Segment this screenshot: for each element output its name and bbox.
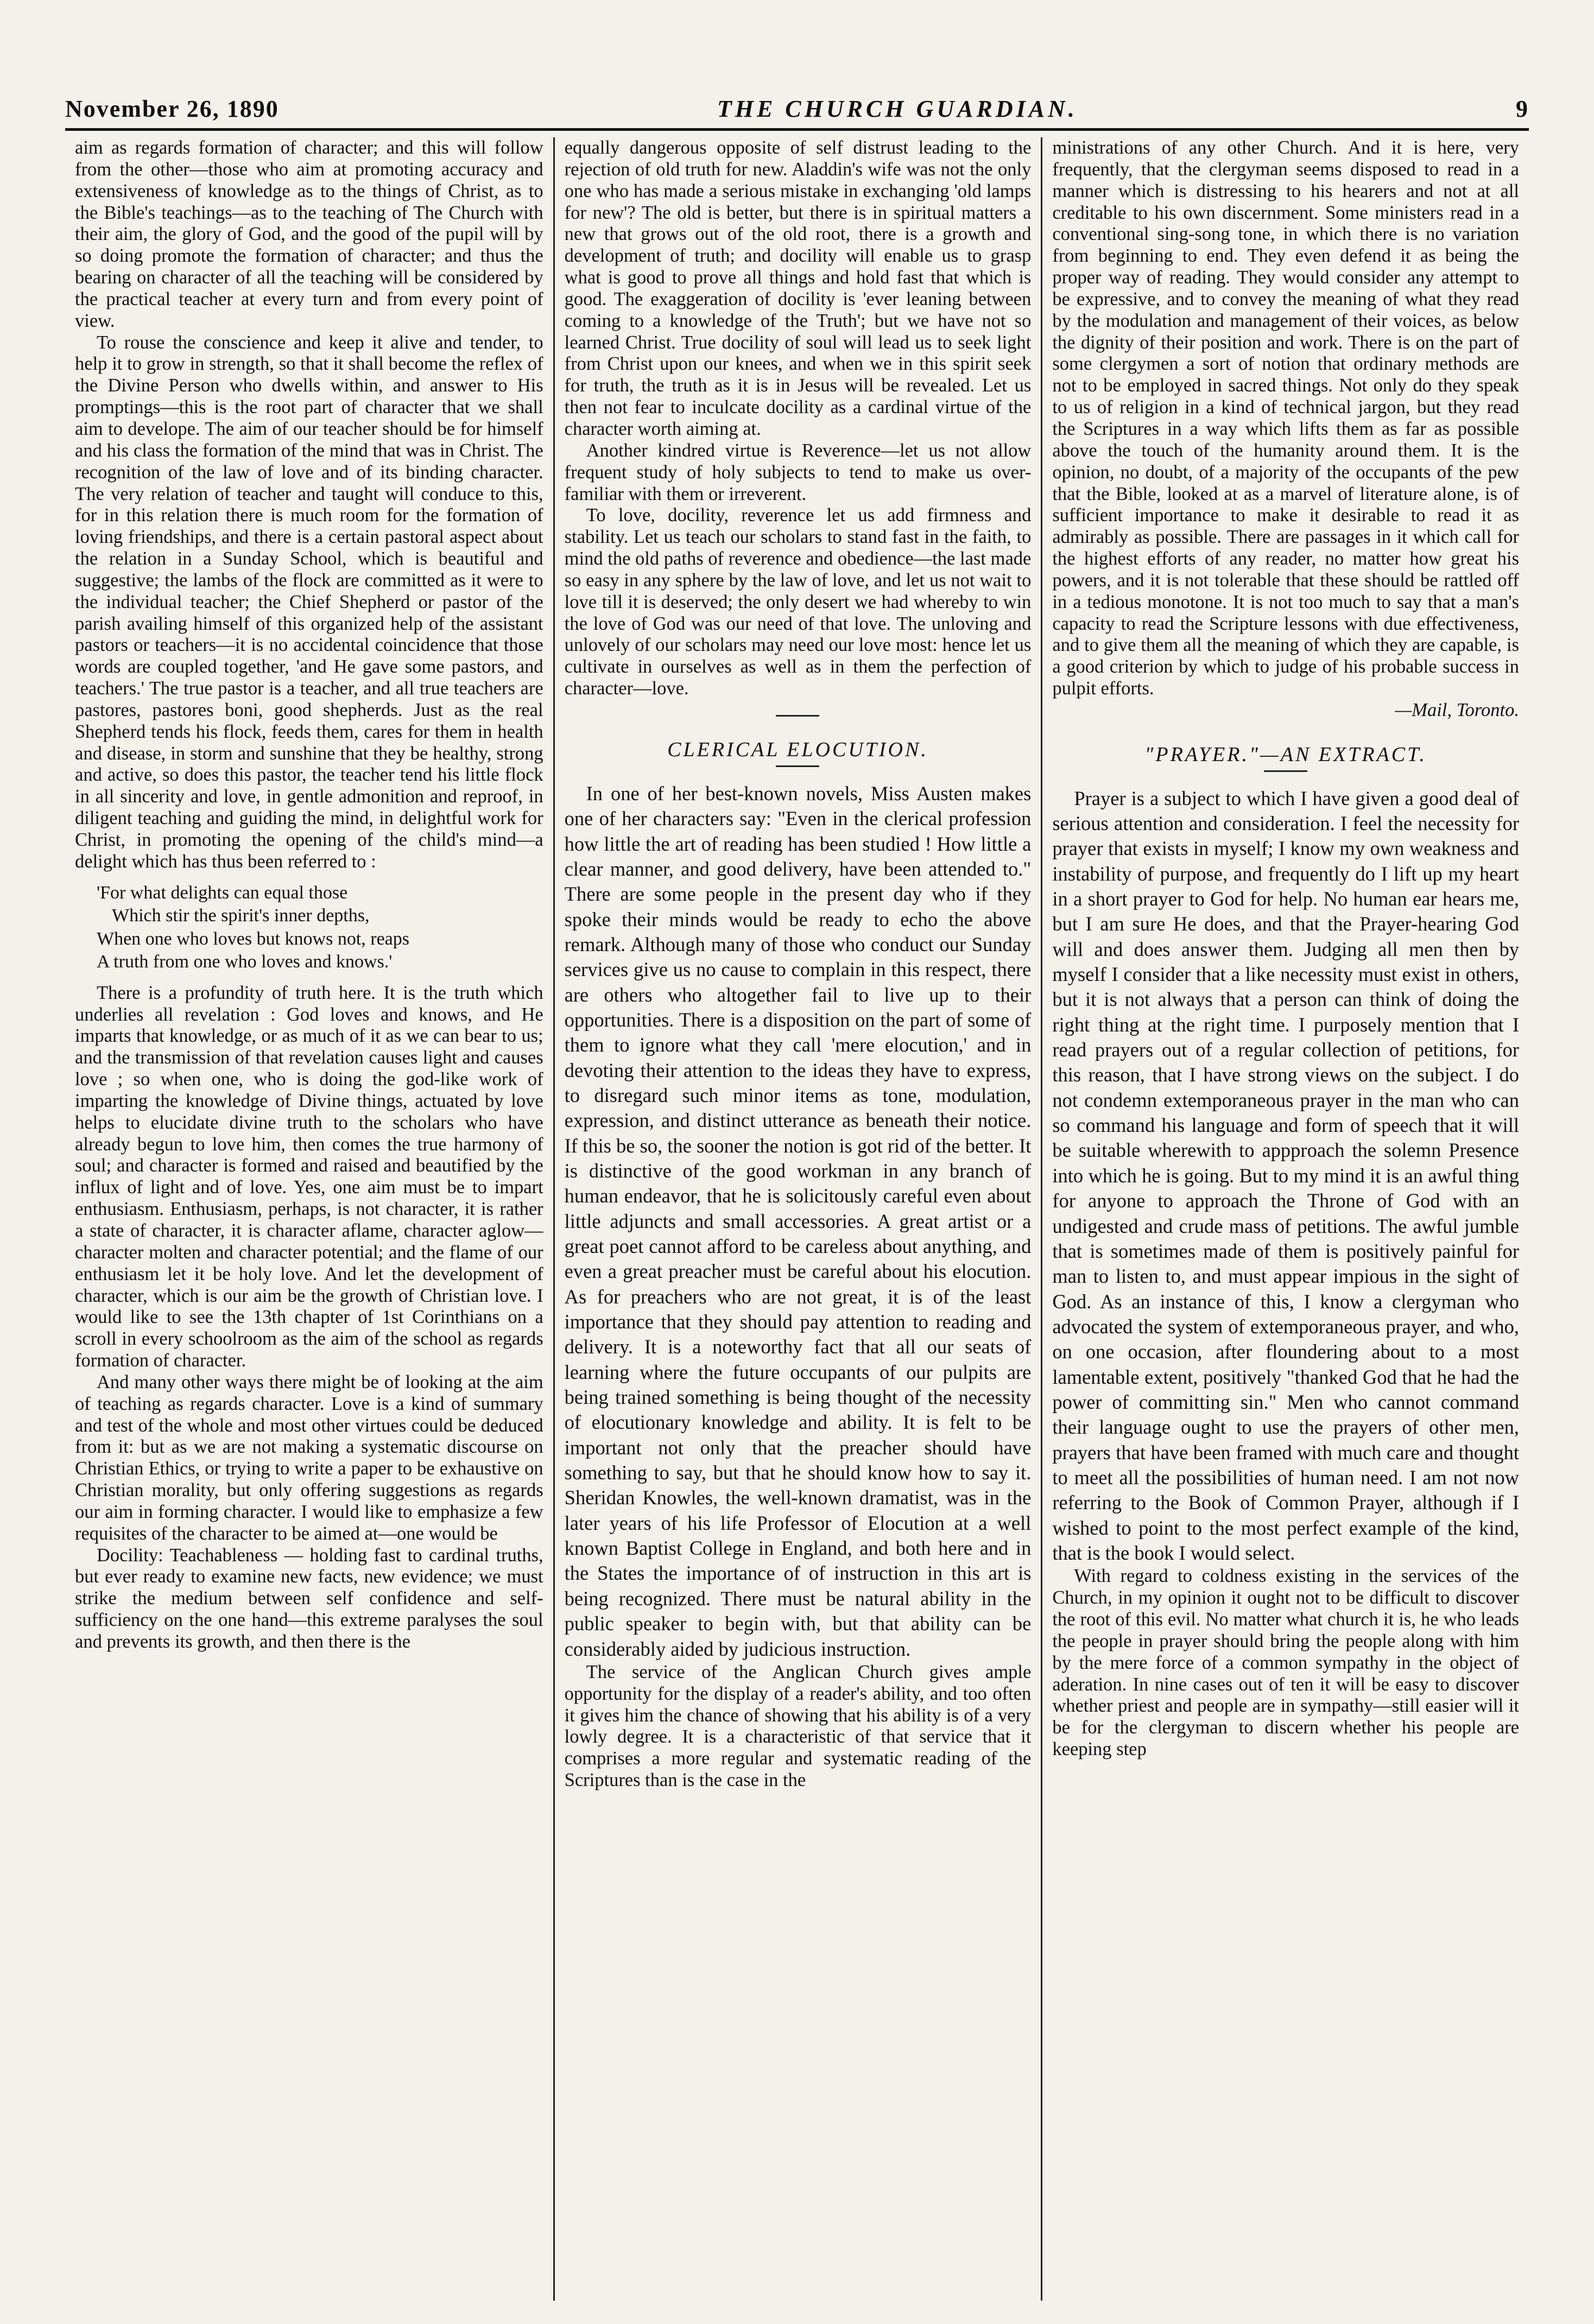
paragraph: To rouse the conscience and keep it alive and tender, to help it to grow in strength, so that it shall become the reflex of the Divine Person who dwells within, and answer to His promptings—this is the root part of character that we shall aim to develope. The aim of our teacher should be for himself and his class the formation of the mind that was in Christ. The recognition of the law of love and of its binding character. The very relation of teacher and taught will conduce to this, for in this relation there is much room for the formation of loving friendships, and there is a certain pastoral aspect about the relation in a Sunday School, which is beautiful and suggestive; the lambs of the flock are committed as it were to the individual teacher; the Chief Shepherd or pastor of the parish availing himself of this organized help of the assistant pastors or teachers—it is no accidental coincidence that those words are coupled together, 'and He gave some pastors, and teachers.' The true pastor is a teacher, and all true teachers are pastores, pastores boni, good shepherds. Just as the real Shepherd tends his flock, feeds them, cares for them in health and disease, in storm and sunshine that they be healthy, strong and active, so does this pastor, the teacher tend his little flock in all sincerity and love, in gentle admonition and reproof, in diligent teaching and guiding the mind, in delightful work for Christ, in promoting the opening of the child's mind—a delight which has thus been referred to : — [75, 332, 543, 872]
column-1 — [65, 137, 553, 2301]
paragraph: equally dangerous opposite of self distrust leading to the rejection of old truth for new. Aladdin's wife was not the only one who has made a serious mistake in exchanging 'old lamps for new'? The old is better, but there is in spiritual matters a new that grows out of the old root, there is a growth and development of truth; and docility will enable us to grasp what is good to prove all things and hold fast that which is good. The exaggeration of docility is 'ever leaning between coming to a knowledge of the Truth'; but we have not so learned Christ. True docility of soul will lead us to seek light from Christ upon our knees, and when we in this spirit seek for truth, the truth as it is in Jesus will be revealed. Let us then not fear to inculcate docility as a cardinal virtue of the character worth aiming at. — [564, 137, 1032, 439]
heading-underline — [1264, 770, 1307, 772]
paragraph: In one of her best-known novels, Miss Austen makes one of her characters say: "Even in the clerical profession how little the art of reading has been studied ! How little a clear manner, and good delivery, have been attended to." There are some people in the present day who if they spoke their minds would be ready to echo the above remark. Although many of those who conduct our Sunday services give us no cause to complain in this respect, there are others who altogether fail to live up to their opportunities. There is a disposition on the part of some of them to ignore what they call 'mere elocution,' and in devoting their attention to the ideas they have to express, to disregard such minor items as tone, modulation, expression, and distinct utterance as beneath their notice. If this be so, the sooner the notion is got rid of the better. It is distinctive of the good workman in any branch of human endeavor, that he is solicitously careful even about little adjuncts and small accessories. A great artist or a great poet cannot afford to be careless about anything, and even a great preacher must be careful about his elocution. As for preachers who are not great, it is of the least importance that they should pay attention to reading and delivery. It is a noteworthy fact that all our seats of learning where the future occupants of our pulpits are being trained something is being thought of the necessity of elocutionary knowledge and ability. It is felt to be important not only that the preacher should have something to say, but that he should know how to say it. Sheridan Knowles, the well-known dramatist, was in the later years of his life Professor of Elocution at a well known Baptist College in England, and both here and in the States the importance of of instruction in this art is being recognized. There must be natural ability in the public speaker to begin with, but that ability can be considerably aided by judicious instruction. — [564, 782, 1032, 1660]
paragraph: With regard to coldness existing in the services of the Church, in my opinion it ought not to be difficult to discover the root of this evil. No matter what church it is, he who leads the people in prayer should bring the people along with him by the mere force of a common sympathy in the object of aderation. In nine cases out of ten it will be easy to discover whether priest and people are in sympathy—still easier will it be for the clergyman to discern whether his people are keeping step — [1052, 1566, 1519, 1760]
page-header — [65, 95, 1529, 131]
paragraph: And many other ways there might be of looking at the aim of teaching as regards character. Love is a kind of summary and test of the whole and most other virtues could be deduced from it: but as we are not making a systematic discourse on Christian Ethics, or trying to write a paper to be exhaustive on Christian morality, but only offering suggestions as regards our aim in forming character. I would like to emphasize a few requisites of the character to be aimed at—one would be — [75, 1371, 543, 1544]
paragraph: The service of the Anglican Church gives ample opportunity for the display of a reader's ability, and too often it gives him the chance of showing that his ability is of a very lowly degree. It is a characteristic of that service that it comprises a more regular and systematic reading of the Scriptures than is the case in the — [564, 1661, 1032, 1791]
poem-line: A truth from one who loves and knows.' — [97, 952, 393, 972]
article-heading-prayer: "PRAYER."—AN EXTRACT. — [1144, 743, 1427, 766]
paragraph: To love, docility, reverence let us add firmness and stability. Let us teach our scholars to stand fast in the faith, to mind the old paths of reverence and obedience—the last made so easy in any sphere by the law of love, and let us not wait to love till it is deserved; the only desert we had whereby to win the love of God was our need of that love. The unloving and unlovely of our scholars may need our love most: hence let us cultivate in ourselves as well as in them the perfection of character—love. — [564, 505, 1032, 699]
issue-date: November 26, 1890 — [65, 96, 279, 122]
paragraph: There is a profundity of truth here. It is the truth which underlies all revelation : God loves and knows, and He imparts that knowledge, or as much of it as we can bear to us; and the transmission of that revelation causes light and causes love ; so when one, who is doing the god-like work of imparting the knowledge of Divine things, actuated by love helps to elucidate divine truth to the scholars who have already begun to love him, then comes the true harmony of soul; and character is formed and raised and beautified by the influx of light and of love. Yes, one aim must be to impart enthusiasm. Enthusiasm, perhaps, is not character, it is rather a state of character, it is character aflame, character aglow—character molten and character potential; and the flame of our enthusiasm let it be holy love. And let the development of character, which is our aim be the growth of Christian love. I would like to see the 13th chapter of 1st Corinthians on a scroll in every schoolroom as the aim of the school as regards formation of character. — [75, 982, 543, 1371]
poem-line: 'For what delights can equal those — [97, 882, 348, 903]
section-divider — [776, 715, 819, 717]
poem-line: Which stir the spirit's inner depths, — [112, 905, 370, 926]
column-2 — [553, 137, 1041, 2301]
poem-quote — [97, 882, 543, 974]
column-3 — [1041, 137, 1529, 2301]
page-number: 9 — [1516, 96, 1529, 122]
poem-line: When one who loves but knows not, reaps — [97, 928, 410, 949]
article-heading-clerical-elocution: CLERICAL ELOCUTION. — [667, 738, 928, 761]
paragraph: ministrations of any other Church. And it is here, very frequently, that the clergyman seems disposed to read in a manner which is distressing to his hearers and not at all creditable to his own discernment. Some ministers read in a conventional sing-song tone, in which there is no variation from beginning to end. They even defend it as being the proper way of reading. They would consider any attempt to be expressive, and to convey the meaning of what they read by the modulation and management of their voices, as below the dignity of their position and work. There is on the part of some clergymen a sort of notion that ordinary methods are not to be employed in sacred things. Not only do they speak to us of religion in a kind of technical jargon, but they read the Scriptures in a way which lifts them as far as possible above the touch of the humanity around them. It is the opinion, no doubt, of a majority of the occupants of the pew that the Bible, looked at as a marvel of literature alone, is of sufficient importance to make it desirable to read it as admirably as possible. There are passages in it which call for the highest efforts of any reader, no matter how great his powers, and it is not tolerable that these should be rattled off in a tedious monotone. It is not too much to say that a man's capacity to read the Scripture lessons with due effectiveness, and to give them all the meaning of which they are capable, is a good criterion by which to judge of his probable success in pulpit efforts. — [1052, 137, 1519, 699]
paragraph: Another kindred virtue is Reverence—let us not allow frequent study of holy subjects to tend to make us over-familiar with them or irreverent. — [564, 440, 1032, 504]
paragraph: Docility: Teachableness — holding fast to cardinal truths, but ever ready to examine new facts, new evidence; we must strike the medium between self confidence and self-sufficiency on the one hand—this extreme paralyses the soul and prevents its growth, and then there is the — [75, 1544, 543, 1652]
newspaper-title: THE CHURCH GUARDIAN. — [717, 96, 1078, 122]
heading-underline — [776, 765, 819, 767]
article-columns — [65, 137, 1529, 2301]
source-attribution: —Mail, Toronto. — [1395, 699, 1519, 720]
paragraph: Prayer is a subject to which I have given a good deal of serious attention and consideration. I feel the necessity for prayer that exists in myself; I know my own weakness and instability of purpose, and frequently do I lift up my heart in a short prayer to God for help. No human ear hears me, but I am sure He does, and that the Prayer-hearing God will and does answer them. Judging all men then by myself I consider that a like necessity must exist in others, but it is not always that a person can think of doing the right thing at the right time. I purposely mention that I read prayers out of a regular collection of petitions, for this reason, that I have strong views on the subject. I do not condemn extemporaneous prayer in the man who can so command his language and form of speech that it will be suitable wherewith to appproach the solemn Presence into which he is going. But to my mind it is an awful thing for anyone to approach the Throne of God with an undigested and crude mass of petitions. The awful jumble that is sometimes made of them is positively painful for man to listen to, and must appear impious in the sight of God. As an instance of this, I know a clergyman who advocated the system of extemporaneous prayer, and who, on one occasion, after floundering about to a most lamentable extent, positively "thanked God that he had the power of committing sin." Men who cannot command their language ought to use the prayers of other men, prayers that have been framed with much care and thought to meet all the possibilities of human need. I am not now referring to the Book of Common Prayer, although if I wished to point to the most perfect example of the kind, that is the book I would select. — [1052, 787, 1519, 1564]
paragraph: aim as regards formation of character; and this will follow from the other—those who aim at promoting accuracy and extensiveness of knowledge as to the things of Christ, as to the Bible's teachings—as to the teaching of The Church with their aim, the glory of God, and the good of the pupil will by so doing promote the formation of character; and thus the bearing on character of all the teaching will be considered by the practical teacher at every turn and from every point of view. — [75, 137, 543, 331]
